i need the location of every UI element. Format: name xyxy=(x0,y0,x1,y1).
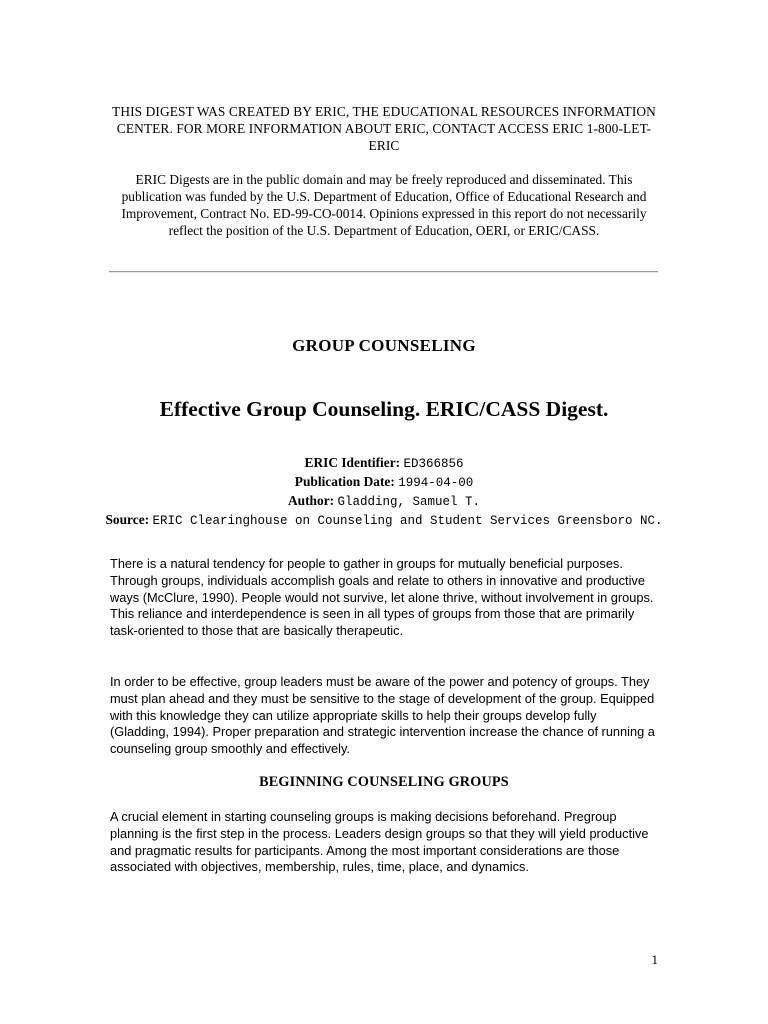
author-value: Gladding, Samuel T. xyxy=(337,495,480,509)
eric-identifier-line xyxy=(60,454,708,473)
author-line xyxy=(60,492,708,511)
subsection-heading: BEGINNING COUNSELING GROUPS xyxy=(259,774,509,790)
publication-date-value: 1994-04-00 xyxy=(398,476,474,490)
author-label: Author: xyxy=(287,493,335,508)
document-title: Effective Group Counseling. ERIC/CASS Digest. xyxy=(159,397,609,421)
public-domain-disclaimer: ERIC Digests are in the public domain and may be freely reproduced and disseminated. This publication was funded by the U.S. Department of Education, Office of Educational Research and Improvement, Contract No. ED-99-CO-0014. Opinions expressed in this report do not necessarily reflect the position of the U.S. Department of Education, OERI, or ERIC/CASS. xyxy=(121,172,647,238)
source-label: Source: xyxy=(105,512,150,527)
source-value: ERIC Clearinghouse on Counseling and Student Services Greensboro NC. xyxy=(152,514,663,528)
eric-identifier-label: ERIC Identifier: xyxy=(304,455,401,470)
source-line xyxy=(60,511,708,530)
publication-date-line xyxy=(60,473,708,492)
page-number: 1 xyxy=(651,952,658,967)
section-heading: GROUP COUNSELING xyxy=(292,336,476,355)
horizontal-rule xyxy=(109,271,658,273)
document-metadata xyxy=(60,454,708,530)
eric-notice: THIS DIGEST WAS CREATED BY ERIC, THE EDUCATIONAL RESOURCES INFORMATION CENTER. FOR MORE INFORMATION ABOUT ERIC, CONTACT ACCESS ERIC 1-800-LET-ERIC xyxy=(112,104,656,153)
body-paragraph-2: In order to be effective, group leaders must be aware of the power and potency of groups. They must plan ahead and they must be sensitive to the stage of development of the group. Equipped with this knowledge they can utilize appropriate skills to help their groups develop fully (Gladding, 1994). Proper preparation and strategic intervention increase the chance of running a counseling group smoothly and effectively. xyxy=(110,674,655,757)
body-paragraph-1: There is a natural tendency for people to gather in groups for mutually beneficial purposes. Through groups, individuals accomplish goals and relate to others in innovative and productive ways (McClure, 1990). People would not survive, let alone thrive, without involvement in groups. This reliance and interdependence is seen in all types of groups from those that are primarily task-oriented to those that are basically therapeutic. xyxy=(110,556,654,639)
eric-identifier-value: ED366856 xyxy=(403,457,464,471)
body-paragraph-3: A crucial element in starting counseling groups is making decisions beforehand. Pregroup planning is the first step in the process. Leaders design groups so that they will yield productive and pragmatic results for participants. Among the most important considerations are those associated with objectives, membership, rules, time, place, and dynamics. xyxy=(110,809,649,875)
publication-date-label: Publication Date: xyxy=(294,474,395,489)
